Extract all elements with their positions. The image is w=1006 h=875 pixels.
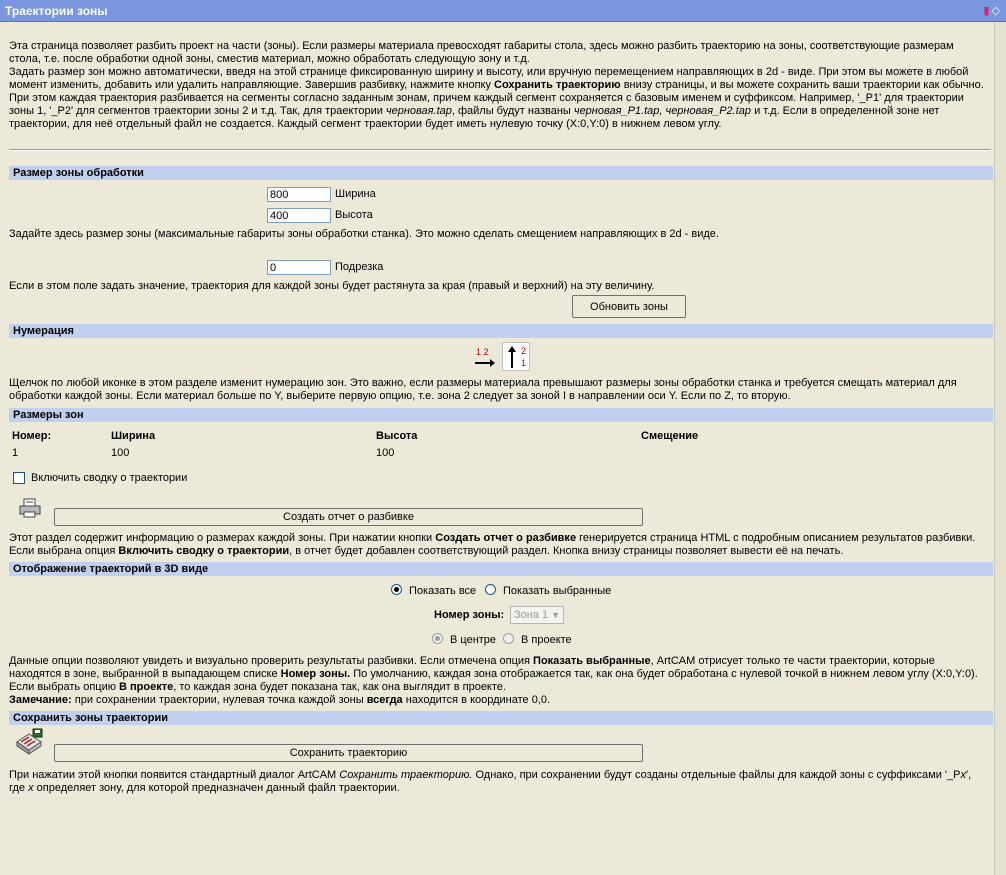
save-toolpath-button[interactable]: Сохранить траекторию — [54, 744, 643, 762]
section-header-zone-dims: Размеры зон — [9, 408, 993, 422]
trim-hint: Если в этом поле задать значение, траектория для каждой зоны будет растянута за края (правый и верхний) на эту величину. — [9, 280, 655, 292]
include-summary-label: Включить сводку о траектории — [31, 472, 188, 484]
update-zones-button[interactable]: Обновить зоны — [572, 295, 686, 318]
in-project-label: В проекте — [521, 634, 572, 646]
trim-label: Подрезка — [335, 261, 384, 273]
window-titlebar — [0, 0, 1006, 22]
chevron-down-icon: ▼ — [551, 610, 560, 620]
zone-width-input[interactable] — [267, 187, 331, 202]
cell-width: 100 — [111, 447, 130, 459]
zone-dims-description: Этот раздел содержит информацию о размерах каждой зоны. При нажатии кнопки Создать отчет о разбивке генерируется страница HTML с подробным описанием результатов разбивки. Если выбрана опция Включить сводку о траектории, в отчет будет добавлен соответствующий раздел. Кнопка внизу страницы позволяет вывести её на печать. — [9, 532, 976, 557]
col-header-number: Номер: — [12, 430, 52, 442]
vertical-scrollbar[interactable] — [994, 22, 1006, 875]
cell-height: 100 — [376, 447, 395, 459]
section-header-numbering: Нумерация — [9, 324, 993, 338]
include-summary-checkbox[interactable] — [13, 472, 25, 484]
eraser-icon[interactable]: ▮ — [983, 5, 990, 17]
zone-width-label: Ширина — [335, 188, 376, 200]
in-center-radio[interactable] — [432, 633, 443, 644]
zone-number-select[interactable] — [510, 606, 564, 624]
numbering-horizontal-icon[interactable]: 1 2 — [471, 344, 499, 370]
section-header-3d-view: Отображение траекторий в 3D виде — [9, 562, 993, 576]
col-header-offset: Смещение — [641, 430, 699, 442]
zone-number-select-value: Зона 1 — [514, 609, 549, 621]
in-center-label: В центре — [450, 634, 497, 646]
divider — [9, 149, 991, 151]
show-selected-radio[interactable] — [485, 584, 496, 595]
pin-icon[interactable]: ◇ — [991, 5, 1000, 17]
zone-height-input[interactable] — [267, 208, 331, 223]
window-title: Траектории зоны — [5, 4, 108, 18]
show-all-label: Показать все — [409, 585, 477, 597]
in-project-radio[interactable] — [503, 633, 514, 644]
arrow-right-icon — [471, 344, 499, 370]
section-header-save: Сохранить зоны траектории — [9, 711, 993, 725]
show-selected-label: Показать выбранные — [503, 585, 612, 597]
page-content — [0, 22, 993, 875]
titlebar-icons — [981, 4, 1000, 17]
col-header-height: Высота — [376, 430, 418, 442]
zone-height-label: Высота — [335, 209, 373, 221]
numbering-description: Щелчок по любой иконке в этом разделе изменит нумерацию зон. Это важно, если размеры материала превышают размеры зоны обработки станка и требуется смещать материал для обработки каждой зоны. Если материал больше по Y, выберите первую опцию, т.е. зона 2 следует за зоной I в направлении оси Y. Если по Z, то вторую. — [9, 377, 957, 402]
section-header-zone-size: Размер зоны обработки — [9, 166, 993, 180]
arrow-up-icon — [503, 343, 531, 371]
trim-input[interactable] — [267, 260, 331, 275]
intro-paragraph-2: Задать размер зон можно автоматически, введя на этой странице фиксированную ширину и высоту, или вручную перемещением направляющих в 2d - виде. При этом вы можете в любой момент изменить, добавить или удалить направляющие. Завершив разбивку, нажмите кнопку Сохранить траекторию внизу страницы, и вы можете сохранить ваши траектории как обычно. При этом каждая траектория разбивается на сегменты согласно заданным зонам, причем каждый сегмент сохраняется с базовым именем и суффиксом. Например, '_P1' для траектории зоны 1, '_P2' для сегментов траектории зоны 2 и т.д. Так, для траектории черновая.tap, файлы будут названы черновая_P1.tap, черновая_P2.tap и т.д. Если в определенной зоне нет траектории, для неё отдельный файл не создается. Каждый сегмент траектории будет иметь нулевую точку (X:0,Y:0) в нижнем левом углу. — [9, 66, 984, 130]
intro-paragraph-1: Эта страница позволяет разбить проект на части (зоны). Если размеры материала превосходят габариты стола, здесь можно разбить траекторию на зоны, соответствующие размерам стола, т.е. после обработки одной зоны, сместив материал, можно обработать следующую зону и т.д. — [9, 40, 954, 65]
create-report-button[interactable]: Создать отчет о разбивке — [54, 508, 643, 526]
save-description: При нажатии этой кнопки появится стандартный диалог ArtCAM Сохранить траекторию. Однако, при сохранении будут созданы отдельные файлы для каждой зоны с суффиксами '_Px', где x определяет зону, для которой предназначен данный файл траектории. — [9, 769, 972, 794]
view3d-description: Данные опции позволяют увидеть и визуально проверить результаты разбивки. Если отмечена опция Показать выбранные, ArtCAM отрисует только те части траектории, которые находятся в зоне, выбранной в выпадающем списке Номер зоны. По умолчанию, каждая зона отображается так, как она будет обработана с нулевой точкой в нижнем левом углу (X:0,Y:0). Если выбрать опцию В проекте, то каждая зона будет показана так, как она выглядит в проекте. Замечание: при сохранении траектории, нулевая точка каждой зоны всегда находится в координате 0,0. — [9, 655, 978, 706]
zone-number-label: Номер зоны: — [434, 609, 505, 621]
zone-size-hint: Задайте здесь размер зоны (максимальные габариты зоны обработки станка). Это можно сделать смещением направляющих в 2d - виде. — [9, 228, 719, 240]
numbering-vertical-icon[interactable]: 2 1 — [502, 342, 530, 371]
show-all-radio[interactable] — [391, 584, 402, 595]
col-header-width: Ширина — [111, 430, 156, 442]
cell-number: 1 — [12, 447, 19, 459]
save-toolpath-icon[interactable] — [15, 728, 43, 756]
printer-icon[interactable] — [19, 498, 41, 518]
